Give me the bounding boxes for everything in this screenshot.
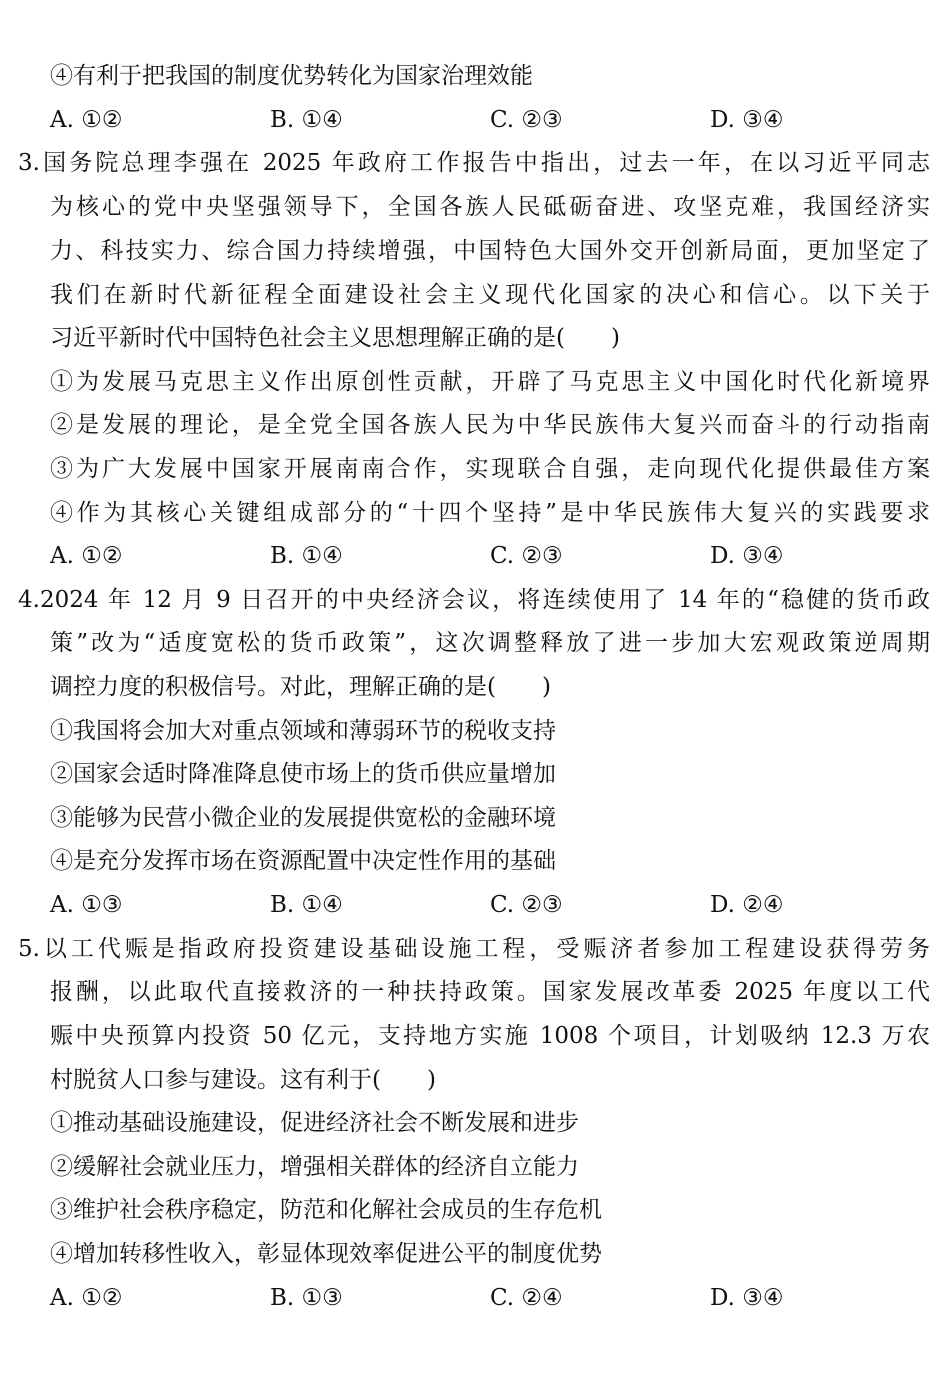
q3-option-c[interactable]: C. ②③ [490,543,563,569]
q4-item-1: ①我国将会加大对重点领域和薄弱环节的税收支持 [50,718,556,744]
q5-stem-line: 报酬，以此取代直接救济的一种扶持政策。国家发展改革委 2025 年度以工代 [50,979,930,1005]
q5-item-1: ①推动基础设施建设，促进经济社会不断发展和进步 [50,1110,579,1136]
q5-option-c[interactable]: C. ②④ [490,1285,563,1311]
q4-item-3: ③能够为民营小微企业的发展提供宽松的金融环境 [50,805,556,831]
q2-option-c[interactable]: C. ②③ [490,107,563,133]
q5-item-4: ④增加转移性收入，彰显体现效率促进公平的制度优势 [50,1241,602,1267]
q3-stem-line: 力、科技实力、综合国力持续增强，中国特色大国外交开创新局面，更加坚定了 [50,238,930,264]
q5-options [50,1283,930,1313]
q2-option-d[interactable]: D. ③④ [710,107,784,133]
q3-option-d[interactable]: D. ③④ [710,543,784,569]
q5-option-a[interactable]: A. ①② [50,1285,123,1311]
q3-stem-line: 习近平新时代中国特色社会主义思想理解正确的是( ) [50,325,620,351]
q4-stem-line: 调控力度的积极信号。对此，理解正确的是( ) [50,674,551,700]
q5-stem-line: 5.以工代赈是指政府投资建设基础设施工程，受赈济者参加工程建设获得劳务 [18,936,930,962]
q5-stem-line: 赈中央预算内投资 50 亿元，支持地方实施 1008 个项目，计划吸纳 12.3 万农 [50,1023,930,1049]
q4-item-2: ②国家会适时降准降息使市场上的货币供应量增加 [50,761,556,787]
q4-option-a[interactable]: A. ①③ [50,892,123,918]
q3-item-4: ④作为其核心关键组成部分的“十四个坚持”是中华民族伟大复兴的实践要求 [50,500,930,526]
q2-item-4: ④有利于把我国的制度优势转化为国家治理效能 [50,63,533,89]
q3-option-a[interactable]: A. ①② [50,543,123,569]
q5-item-2: ②缓解社会就业压力，增强相关群体的经济自立能力 [50,1154,579,1180]
q4-option-d[interactable]: D. ②④ [710,892,784,918]
q3-stem-line: 为核心的党中央坚强领导下，全国各族人民砥砺奋进、攻坚克难，我国经济实 [50,194,930,220]
q4-option-b[interactable]: B. ①④ [270,892,343,918]
q5-option-d[interactable]: D. ③④ [710,1285,784,1311]
q5-stem-line: 村脱贫人口参与建设。这有利于( ) [50,1067,436,1093]
q2-option-b[interactable]: B. ①④ [270,107,343,133]
q5-option-b[interactable]: B. ①③ [270,1285,343,1311]
q4-item-4: ④是充分发挥市场在资源配置中决定性作用的基础 [50,848,556,874]
q3-stem-line: 我们在新时代新征程全面建设社会主义现代化国家的决心和信心。以下关于 [50,282,930,308]
q3-item-2: ②是发展的理论，是全党全国各族人民为中华民族伟大复兴而奋斗的行动指南 [50,412,930,438]
q3-item-1: ①为发展马克思主义作出原创性贡献，开辟了马克思主义中国化时代化新境界 [50,369,930,395]
q3-stem-line: 3.国务院总理李强在 2025 年政府工作报告中指出，过去一年，在以习近平同志 [18,150,930,176]
q4-option-c[interactable]: C. ②③ [490,892,563,918]
q3-option-b[interactable]: B. ①④ [270,543,343,569]
q2-options [50,105,930,135]
q5-item-3: ③维护社会秩序稳定，防范和化解社会成员的生存危机 [50,1197,602,1223]
q4-stem-line: 策”改为“适度宽松的货币政策”，这次调整释放了进一步加大宏观政策逆周期 [50,630,930,656]
q3-item-3: ③为广大发展中国家开展南南合作，实现联合自强，走向现代化提供最佳方案 [50,456,930,482]
q3-options [50,541,930,571]
q2-option-a[interactable]: A. ①② [50,107,123,133]
q4-stem-line: 4.2024 年 12 月 9 日召开的中央经济会议，将连续使用了 14 年的“稳健的货币政 [18,587,930,613]
q4-options [50,890,930,920]
